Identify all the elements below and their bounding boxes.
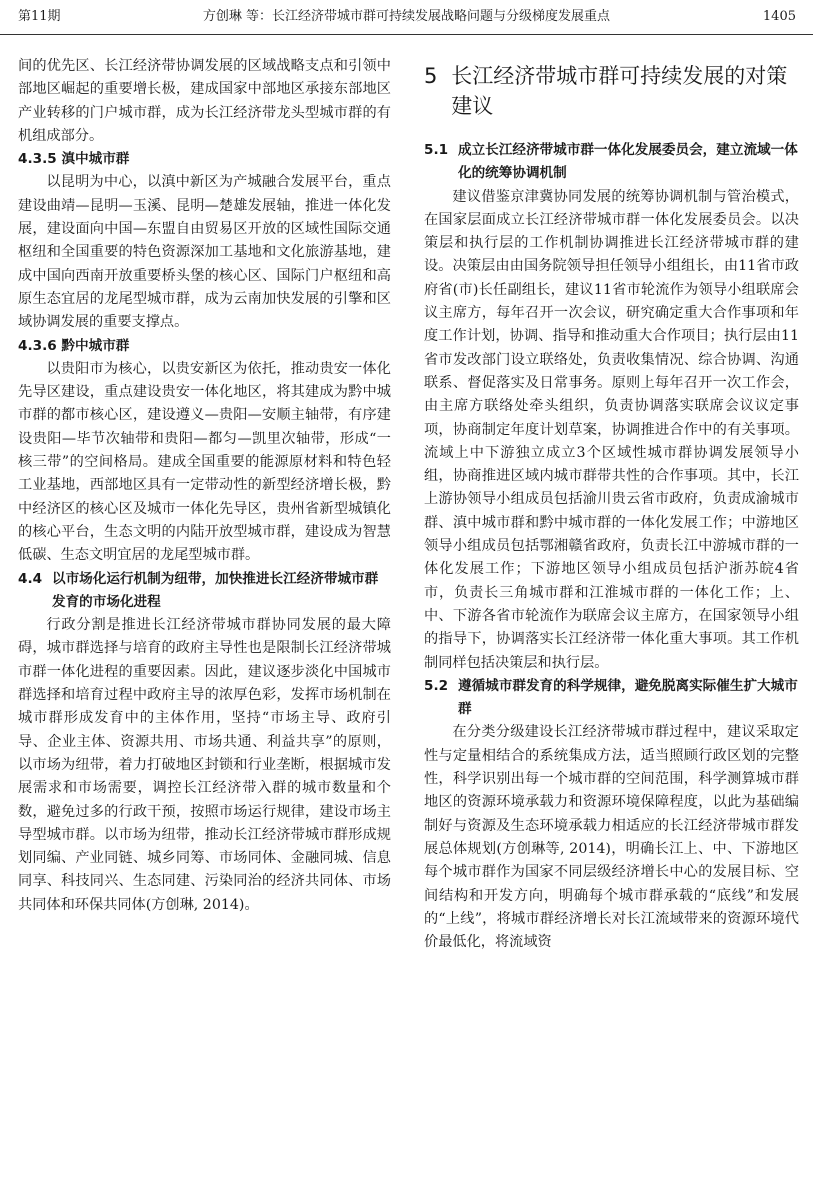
section-title: 以市场化运行机制为纽带，加快推进长江经济带城市群发育的市场化进程 (52, 570, 379, 610)
subsection-heading-4-3-5: 4.3.5 滇中城市群 (18, 151, 130, 168)
section-heading-5-2 (424, 675, 799, 722)
section-heading-5-1 (424, 139, 799, 186)
section-title: 成立长江经济带城市群一体化发展委员会，建立流域一体化的统筹协调机制 (458, 142, 798, 182)
section-number: 5.2 (424, 677, 449, 694)
subsection-heading-4-3-6: 4.3.6 黔中城市群 (18, 337, 130, 354)
paragraph-market-mechanism: 行政分割是推进长江经济带城市群协同发展的最大障碍，城市群选择与培育的政府主导性也是限制长江经济带城市群一体化进程的重要因素。因此，建议逐步淡化中国城市群选择和培育过程中政府主导的浓厚色彩，发挥市场机制在城市群形成发育中的主体作用，坚持“市场主导、政府引导、企业主体、资源共用、市场共通、利益共享”的原则，以市场为纽带，着力打破地区封锁和行业垄断，根据城市发展需求和市场需要，调控长江经济带入群的城市数量和个数，避免过多的行政干预，按照市场运行规律，建设市场主导型城市群。以市场为纽带，推动长江经济带城市群形成规划同编、产业同链、城乡同筹、市场同体、金融同城、信息同享、科技同兴、生态同建、污染同治的经济共同体、市场共同体和环保共同体(方创琳, 2014)。 (18, 617, 391, 913)
running-header (0, 0, 813, 35)
paragraph-continued: 间的优先区、长江经济带协调发展的区域战略支点和引领中部地区崛起的重要增长极，建成国家中部地区承接东部地区产业转移的门户城市群，成为长江经济带龙头型城市群的有机组成部分。 (18, 58, 391, 144)
chapter-title: 长江经济带城市群可持续发展的对策建议 (451, 64, 788, 118)
section-heading-4-4 (18, 568, 391, 615)
chapter-number: 5 (424, 64, 438, 88)
chapter-heading-5 (424, 61, 799, 121)
section-number: 5.1 (424, 142, 449, 158)
right-column (424, 55, 799, 954)
section-number: 4.4 (18, 570, 43, 587)
issue-number: 第11期 (18, 9, 61, 24)
left-column (18, 55, 391, 917)
running-title: 方创琳 等：长江经济带城市群可持续发展战略问题与分级梯度发展重点 (202, 9, 611, 24)
section-title: 遵循城市群发育的科学规律，避免脱离实际催生扩大城市群 (458, 677, 798, 718)
paragraph-dianzhong: 以昆明为中心，以滇中新区为产城融合发展平台，重点建设曲靖—昆明—玉溪、昆明—楚雄发展轴，推进一体化发展，建设面向中国—东盟自由贸易区开放的区域性国际交通枢纽和全国重要的特色资源深加工基地和文化旅游基地，建成中国向西南开放重要桥头堡的核心区、国际门户枢纽和高原生态宜居的龙尾型城市群，成为云南加快发展的引擎和区域协调发展的重要支撑点。 (18, 174, 391, 331)
paragraph-scientific-law: 在分类分级建设长江经济带城市群过程中，建议采取定性与定量相结合的系统集成方法，适当照顾行政区划的完整性，科学识别出每一个城市群的空间范围，科学测算城市群地区的资源环境承载力和资源环境保障程度，以此为基础编制好与资源及生态环境承载力相适应的长江经济带城市群发展总体规划(方创琳等, 2014)，明确长江上、中、下游地区每个城市群作为国家不同层级经济增长中心的发展目标、空间结构和开发方向，明确每个城市群承载的“底线”和发展的“上线”，将城市群经济增长对长江流域带来的资源环境代价最低化，将流域资 (424, 724, 799, 951)
paragraph-committee: 建议借鉴京津冀协同发展的统筹协调机制与管治模式，在国家层面成立长江经济带城市群一体化发展委员会。以决策层和执行层的工作机制协调推进长江经济带城市群的建设。决策层由由国务院领导担任领导小组组长，由11省市政府省(市)长任副组长，建议11省市轮流作为领导小组联席会议主席方，每年召开一次会议，研究确定重大合作事项和年度工作计划，协调、指导和推动重大合作项目；执行层由11省市发改部门设立联络处，负责收集情况、综合协调、沟通联系、督促落实及日常事务。原则上每年召开一次工作会，由主席方联络处牵头组织，负责协调落实联席会议议定事项，协商制定年度计划草案，协调推进合作中的有关事项。流域上中下游独立成立3个区域性城市群协调发展领导小组，协商推进区域内城市群带共性的合作事项。其中，长江上游协领导小组成员包括渝川贵云省市政府，负责成渝城市群、滇中城市群和黔中城市群的一体化发展工作；中游地区领导小组成员包括鄂湘赣省政府，负责长江中游城市群的一体化发展工作；下游地区领导小组成员包括沪浙苏皖4省市，负责长三角城市群和江淮城市群的一体化工作；上、中、下游各省市轮流作为联席会议主席方，在国家领导小组的指导下，协调落实长江经济带一体化重大事项。其工作机制同样包括决策层和执行层。 (424, 188, 799, 671)
paragraph-qianzhong: 以贵阳市为核心，以贵安新区为依托，推动贵安一体化先导区建设，重点建设贵安一体化地区，将其建成为黔中城市群的都市核心区，建设遵义—贵阳—安顺主轴带，有序建设贵阳—毕节次轴带和贵阳—都匀—凯里次轴带，形成“一核三带”的空间格局。建成全国重要的能源原材料和特色轻工业基地，西部地区具有一定带动性的新型经济增长极，黔中经济区的核心区及城市一体化先导区，贵州省新型城镇化的核心平台，生态文明的内陆开放型城市群，建设成为智慧低碳、生态文明宜居的龙尾型城市群。 (18, 360, 391, 564)
page-number: 1405 (762, 9, 796, 24)
